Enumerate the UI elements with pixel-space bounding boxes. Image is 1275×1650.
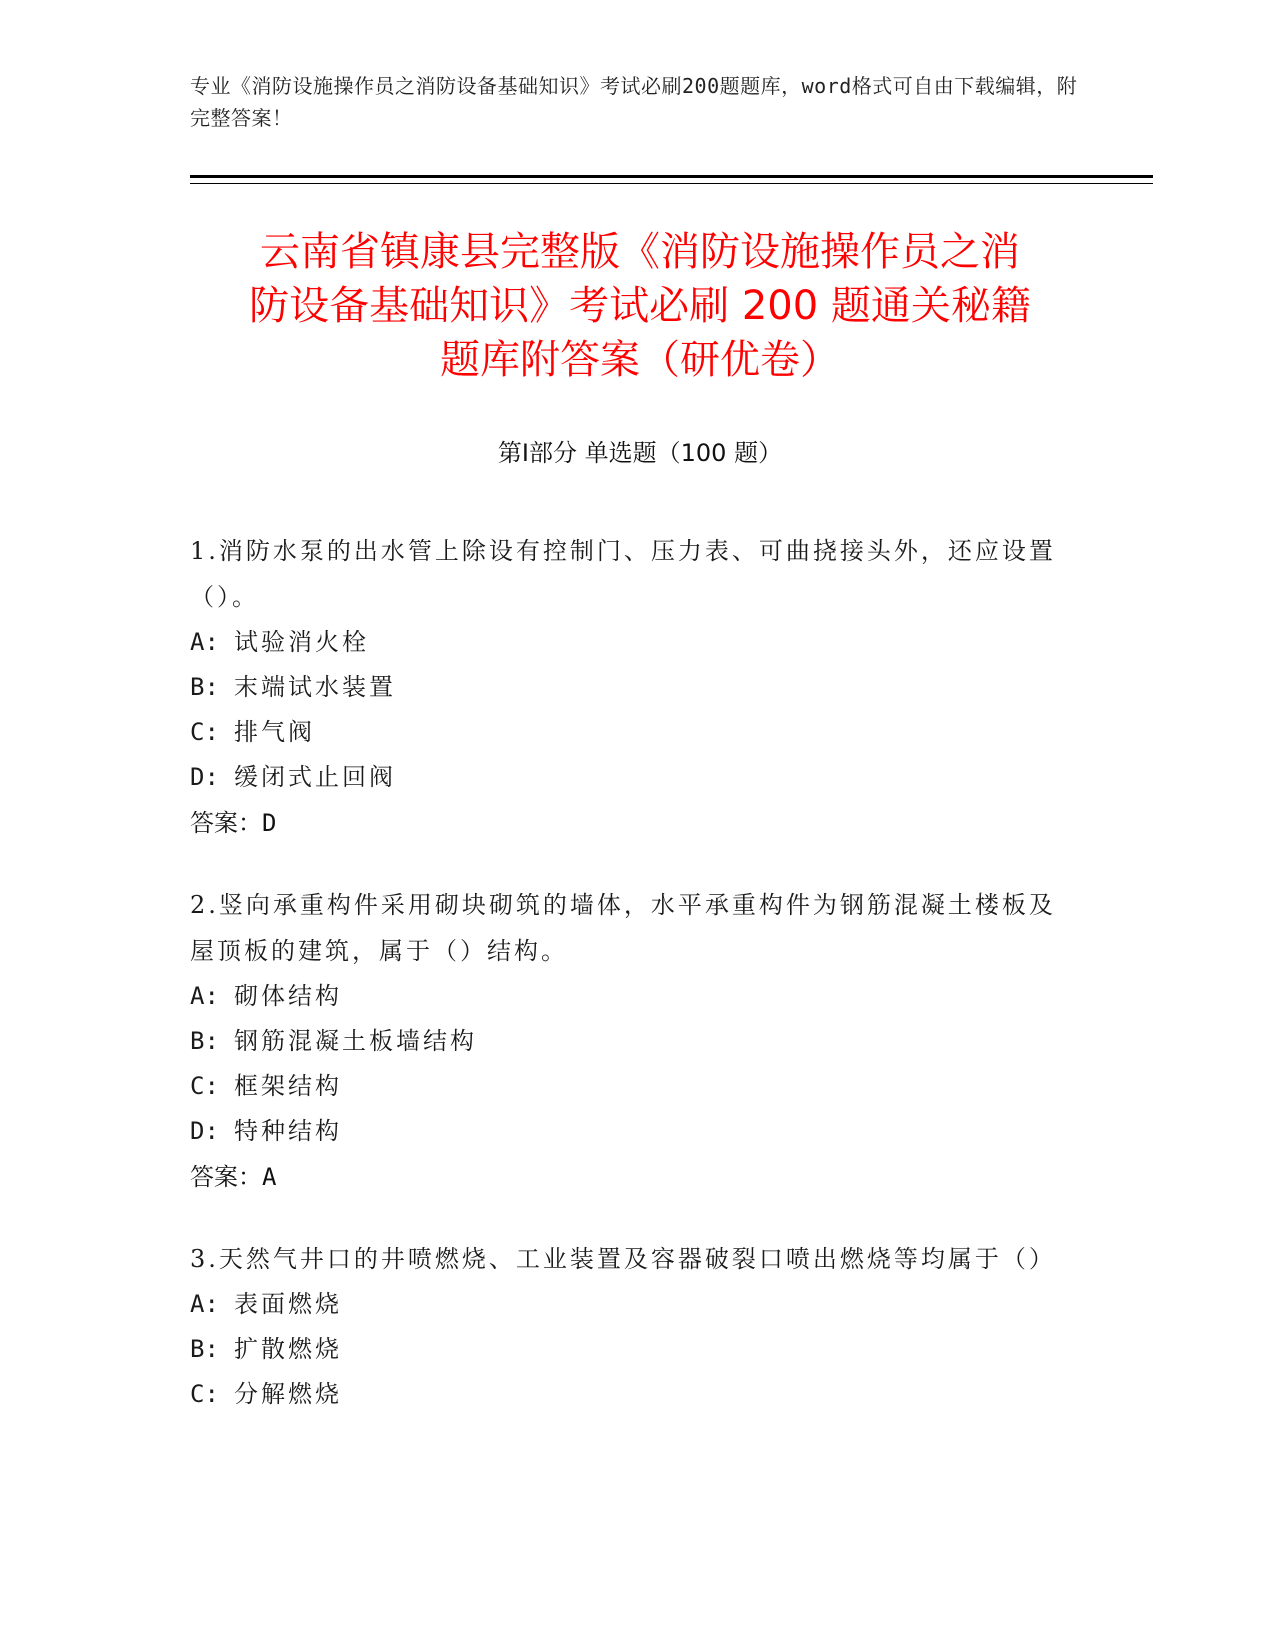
option-b — [190, 1019, 1080, 1064]
answer-value: D — [262, 809, 277, 837]
answer-line — [190, 1154, 1080, 1200]
option-a — [190, 974, 1080, 1019]
option-key: C: — [190, 718, 219, 746]
option-c — [190, 1372, 1080, 1417]
option-text: 试验消火栓 — [234, 628, 369, 656]
option-b — [190, 1327, 1080, 1372]
title-line: 防设备基础知识》考试必刷 200 题通关秘籍 — [249, 283, 1031, 329]
question-stem: 1.消防水泵的出水管上除设有控制门、压力表、可曲挠接头外，还应设置（）。 — [190, 537, 1056, 611]
header-rule-thin — [190, 183, 1153, 184]
title-line: 云南省镇康县完整版《消防设施操作员之消 — [260, 229, 1020, 275]
question-1 — [190, 528, 1080, 846]
answer-line — [190, 800, 1080, 846]
question-list — [190, 528, 1080, 1453]
option-key: B: — [190, 673, 219, 701]
option-text: 表面燃烧 — [234, 1290, 342, 1318]
option-text: 钢筋混凝土板墙结构 — [234, 1027, 477, 1055]
option-text: 排气阀 — [234, 718, 315, 746]
option-key: A: — [190, 982, 219, 1010]
option-d — [190, 1109, 1080, 1154]
option-b — [190, 665, 1080, 710]
answer-label: 答案： — [190, 809, 262, 837]
question-2 — [190, 882, 1080, 1200]
title-line: 题库附答案（研优卷） — [440, 337, 840, 383]
option-d — [190, 755, 1080, 800]
option-text: 框架结构 — [234, 1072, 342, 1100]
option-text: 末端试水装置 — [234, 673, 396, 701]
question-3 — [190, 1236, 1080, 1417]
document-title — [190, 225, 1090, 387]
option-text: 分解燃烧 — [234, 1380, 342, 1408]
option-key: A: — [190, 628, 219, 656]
option-c — [190, 1064, 1080, 1109]
option-c — [190, 710, 1080, 755]
option-text: 缓闭式止回阀 — [234, 763, 396, 791]
answer-label: 答案： — [190, 1163, 262, 1191]
option-key: C: — [190, 1380, 219, 1408]
option-text: 扩散燃烧 — [234, 1335, 342, 1363]
question-stem: 3.天然气井口的井喷燃烧、工业装置及容器破裂口喷出燃烧等均属于（） — [190, 1245, 1056, 1273]
option-text: 砌体结构 — [234, 982, 342, 1010]
option-key: D: — [190, 763, 219, 791]
section-title: 第Ⅰ部分 单选题（100 题） — [497, 439, 783, 467]
question-stem: 2.竖向承重构件采用砌块砌筑的墙体，水平承重构件为钢筋混凝土楼板及屋顶板的建筑，属于（）结构。 — [190, 891, 1056, 965]
option-text: 特种结构 — [234, 1117, 342, 1145]
option-key: A: — [190, 1290, 219, 1318]
option-key: B: — [190, 1027, 219, 1055]
answer-value: A — [262, 1163, 277, 1191]
option-key: C: — [190, 1072, 219, 1100]
option-key: B: — [190, 1335, 219, 1363]
option-a — [190, 1282, 1080, 1327]
header-rule-thick — [190, 175, 1153, 178]
option-key: D: — [190, 1117, 219, 1145]
option-a — [190, 620, 1080, 665]
header-note: 专业《消防设施操作员之消防设备基础知识》考试必刷200题题库，word格式可自由下载编辑，附完整答案！ — [190, 74, 1078, 130]
